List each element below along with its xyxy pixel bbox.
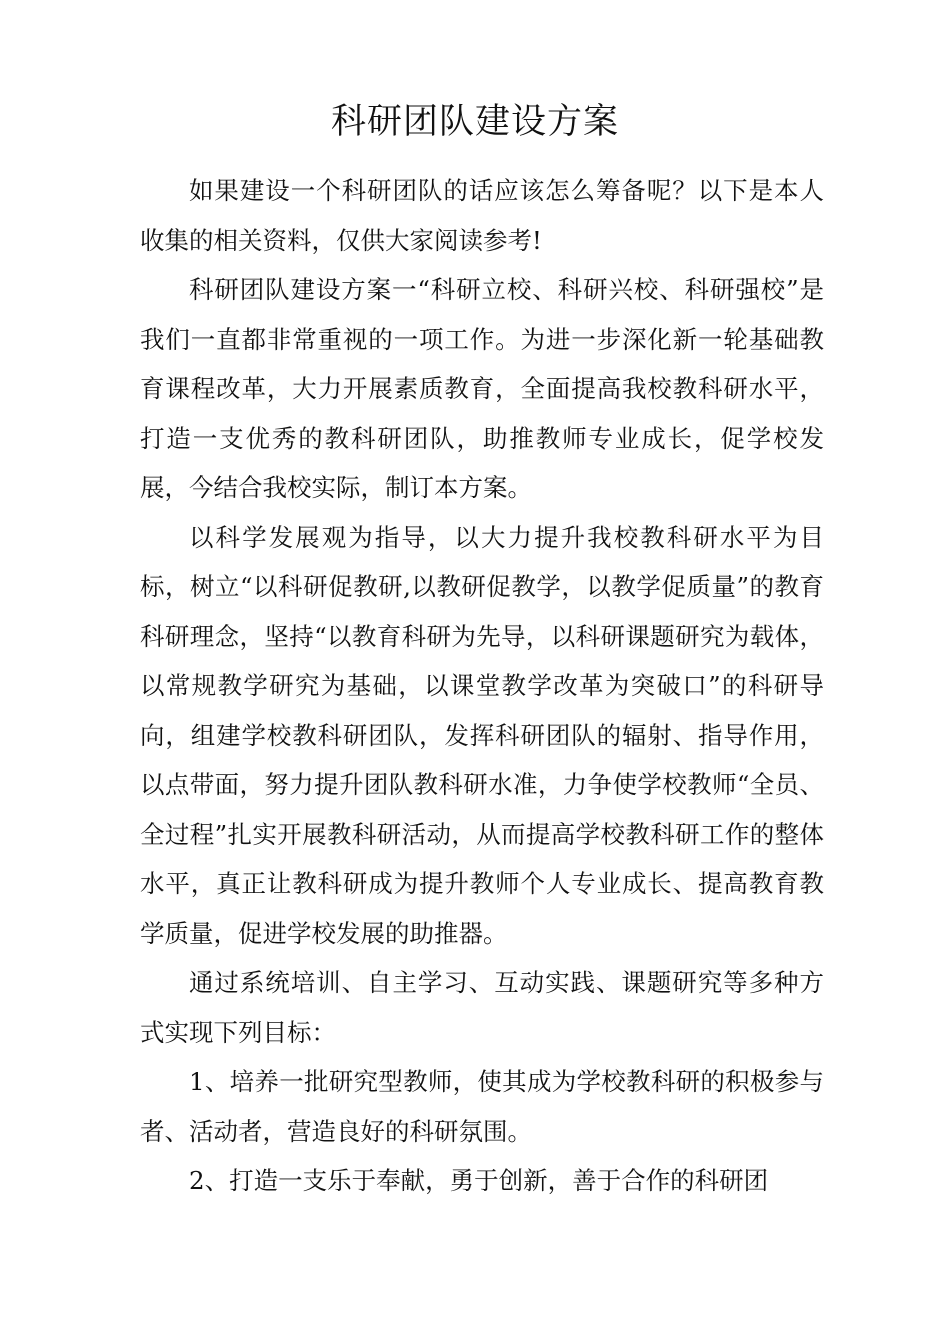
paragraph-plan-one: 科研团队建设方案一“科研立校、科研兴校、科研强校”是我们一直都非常重视的一项工作。为进一步深化新一轮基础教育课程改革，大力开展素质教育，全面提高我校教科研水平，打造一支优秀的教科研团队，助推教师专业成长，促学校发展，今结合我校实际，制订本方案。 xyxy=(140,275,824,502)
paragraph-goal-2: 2、打造一支乐于奉献，勇于创新，善于合作的科研团 xyxy=(189,1166,769,1195)
paragraph-methods: 通过系统培训、自主学习、互动实践、课题研究等多种方式实现下列目标： xyxy=(140,968,824,1047)
paragraph-goal-1: 1、培养一批研究型教师，使其成为学校教科研的积极参与者、活动者，营造良好的科研氛围。 xyxy=(140,1067,824,1146)
paragraph-intro: 如果建设一个科研团队的话应该怎么筹备呢？以下是本人收集的相关资料，仅供大家阅读参考! xyxy=(140,176,824,255)
paragraph-guiding-idea: 以科学发展观为指导，以大力提升我校教科研水平为目标，树立“以科研促教研,以教研促教学，以教学促质量”的教育科研理念，坚持“以教育科研为先导，以科研课题研究为载体，以常规教学研究为基础，以课堂教学改革为突破口”的科研导向，组建学校教科研团队，发挥科研团队的辐射、指导作用，以点带面，努力提升团队教科研水准，力争使学校教师“全员、全过程”扎实开展教科研活动，从而提高学校教科研工作的整体水平，真正让教科研成为提升教师个人专业成长、提高教育教学质量，促进学校发展的助推器。 xyxy=(140,522,824,948)
document-body xyxy=(140,166,824,1206)
document-title: 科研团队建设方案 xyxy=(330,102,619,142)
